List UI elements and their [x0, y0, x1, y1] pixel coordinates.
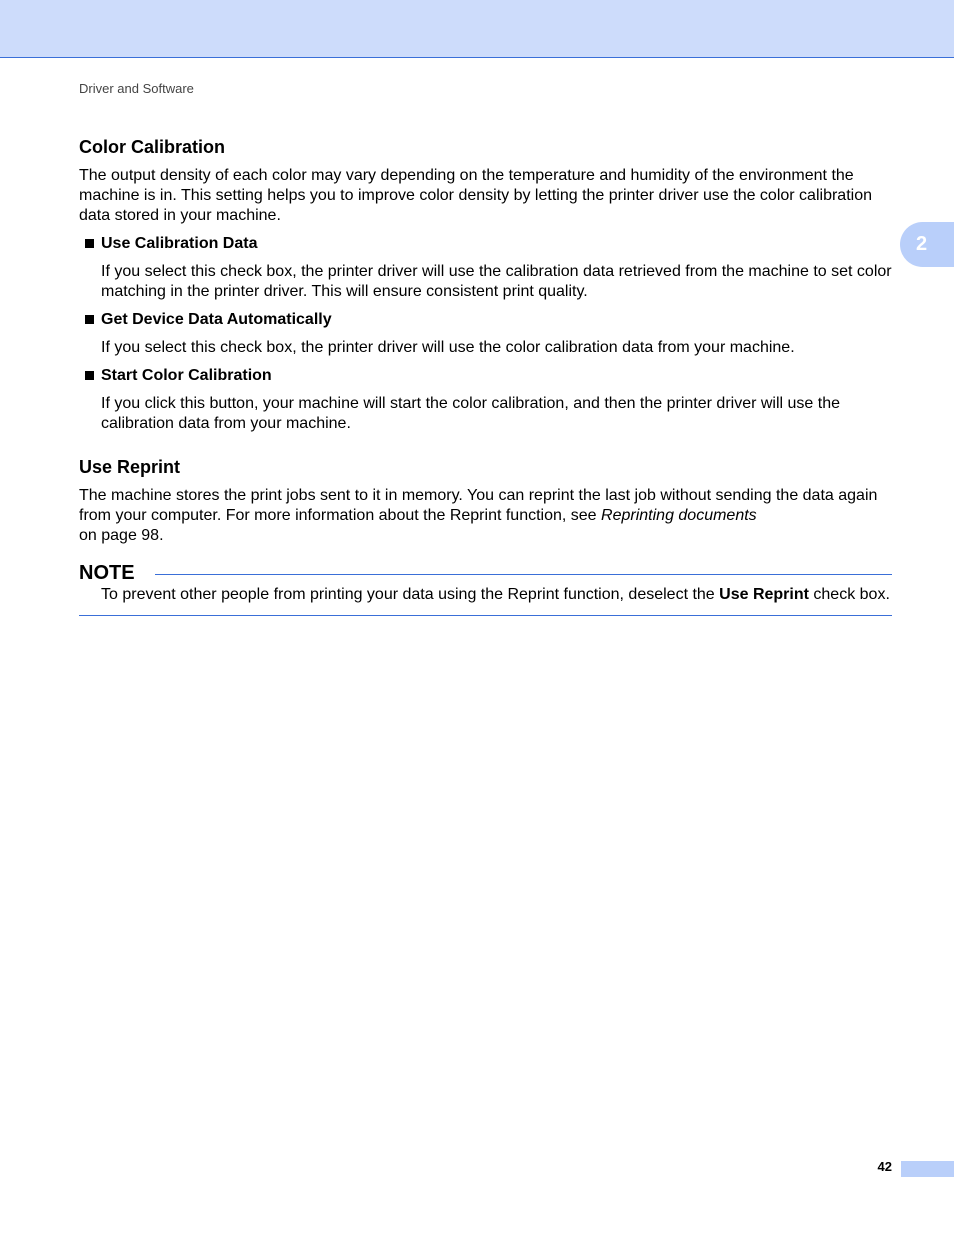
reprint-text: The machine stores the print jobs sent to it in memory. You can reprint the last job without sending the data again from your computer. For more information about the Reprint function, see [79, 487, 878, 524]
use-reprint-section [79, 456, 892, 546]
header-band [0, 0, 954, 58]
page-number: 42 [877, 1159, 892, 1174]
color-calibration-section [79, 136, 892, 434]
option-title-text: Use Calibration Data [101, 235, 258, 252]
option-title [79, 310, 892, 330]
chapter-tab: 2 [900, 222, 954, 267]
section-heading: Use Reprint [79, 457, 181, 477]
section-body [79, 486, 892, 546]
square-bullet-icon [85, 315, 94, 324]
section-spacer [79, 442, 892, 456]
option-title [79, 366, 892, 386]
page-content [79, 136, 892, 616]
option-title-text: Get Device Data Automatically [101, 311, 332, 328]
square-bullet-icon [85, 239, 94, 248]
option-title-text: Start Color Calibration [101, 367, 272, 384]
breadcrumb: Driver and Software [79, 81, 194, 96]
note-header [79, 562, 892, 584]
option-title [79, 234, 892, 254]
option-description: If you select this check box, the printer driver will use the calibration data retrieved from the machine to set color matching in the printer driver. This will ensure consistent print quality. [101, 263, 892, 300]
section-intro: The output density of each color may vary depending on the temperature and humidity of the environment the machine is in. This setting helps you to improve color density by letting the printer driver use the color calibration data stored in your machine. [79, 167, 872, 224]
note-text-start: To prevent other people from printing your data using the Reprint function, deselect the [101, 586, 720, 603]
option-list [79, 234, 892, 434]
list-item [79, 234, 892, 302]
note-text-end: check box. [808, 586, 890, 603]
reprinting-documents-link[interactable]: Reprinting documents [601, 507, 757, 524]
note-text [79, 585, 892, 605]
list-item [79, 310, 892, 358]
page-tab-marker [901, 1161, 954, 1177]
option-description: If you click this button, your machine will start the color calibration, and then the printer driver will use the calibration data from your machine. [101, 395, 841, 432]
square-bullet-icon [85, 371, 94, 380]
note-box [79, 562, 892, 616]
note-bold-term: Use Reprint [719, 586, 809, 603]
list-item [79, 366, 892, 434]
option-description: If you select this check box, the printer driver will use the color calibration data from your machine. [101, 339, 795, 356]
section-heading: Color Calibration [79, 137, 226, 157]
reprint-page-ref: on page 98. [79, 527, 164, 544]
note-divider [155, 574, 892, 575]
note-label: NOTE [79, 562, 135, 584]
